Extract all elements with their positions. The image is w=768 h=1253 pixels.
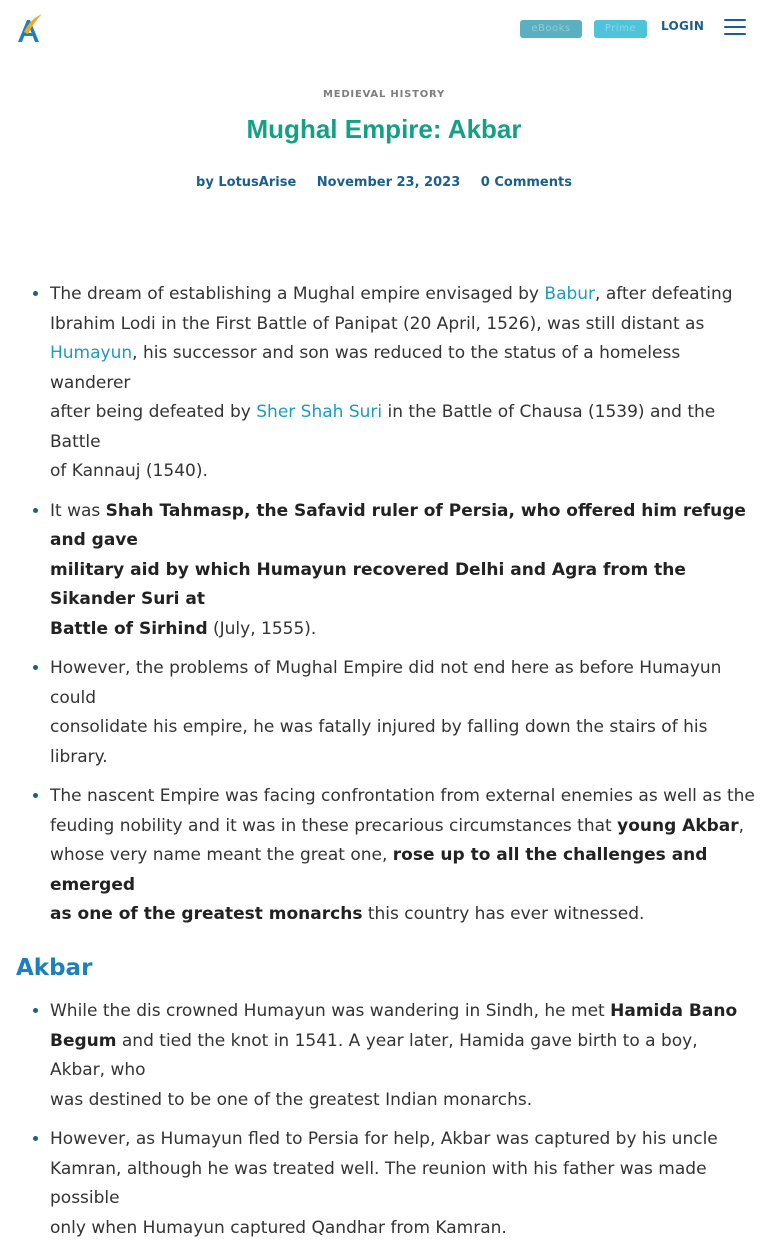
- babur-link[interactable]: Babur: [544, 284, 596, 304]
- list-item: • The nascent Empire was facing confrontation from external enemies as well as the feuding nobility and it was in these precarious circumstances that young Akbar, whose very name meant the great one, rose up to all the challenges and emerged as one of the greatest monarchs this country has ever witnessed.: [50, 782, 756, 930]
- post-category[interactable]: MEDIEVAL HISTORY: [322, 89, 446, 100]
- post-date[interactable]: November 23, 2023: [316, 175, 461, 190]
- login-link[interactable]: LOGIN: [661, 19, 705, 33]
- sher-shah-suri-link[interactable]: Sher Shah Suri: [256, 402, 383, 422]
- hamburger-menu-icon[interactable]: [724, 19, 746, 37]
- intro-list: [16, 280, 756, 930]
- list-item: • However, as Humayun fled to Persia for help, Akbar was captured by his uncle Kamran, although he was treated well. The reunion with his father was made possible only when Humayun captured Qandhar from Kamran.: [50, 1125, 756, 1243]
- post-meta: [0, 175, 768, 190]
- list-item: • While the dis crowned Humayun was wandering in Sindh, he met Hamida Bano Begum and tied the knot in 1541. A year later, Hamida gave birth to a boy, Akbar, who was destined to be one of the greatest Indian monarchs.: [50, 997, 756, 1115]
- site-header: [0, 0, 768, 56]
- page-title: Mughal Empire: Akbar: [246, 114, 522, 144]
- comments-link[interactable]: 0 Comments: [480, 175, 572, 190]
- ebooks-button[interactable]: eBooks: [520, 20, 582, 38]
- humayun-link[interactable]: Humayun: [50, 343, 133, 363]
- section-heading: Akbar: [16, 954, 93, 981]
- akbar-list: [16, 997, 756, 1243]
- list-item: • The dream of establishing a Mughal empire envisaged by Babur, after defeating Ibrahim Lodi in the First Battle of Panipat (20 April, 1526), was still distant as Humayun, his successor and son was reduced to the status of a homeless wanderer after being defeated by Sher Shah Suri in the Battle of Chausa (1539) and the Battle of Kannauj (1540).: [50, 280, 756, 487]
- list-item: • However, the problems of Mughal Empire did not end here as before Humayun could consolidate his empire, he was fatally injured by falling down the stairs of his library.: [50, 654, 756, 772]
- author-link[interactable]: by LotusArise: [196, 175, 297, 190]
- logo-icon[interactable]: [14, 12, 44, 44]
- article-content: [16, 280, 756, 1253]
- prime-button[interactable]: Prime: [594, 20, 647, 38]
- list-item: • It was Shah Tahmasp, the Safavid ruler of Persia, who offered him refuge and gave military aid by which Humayun recovered Delhi and Agra from the Sikander Suri at Battle of Sirhind (July, 1555).: [50, 497, 756, 645]
